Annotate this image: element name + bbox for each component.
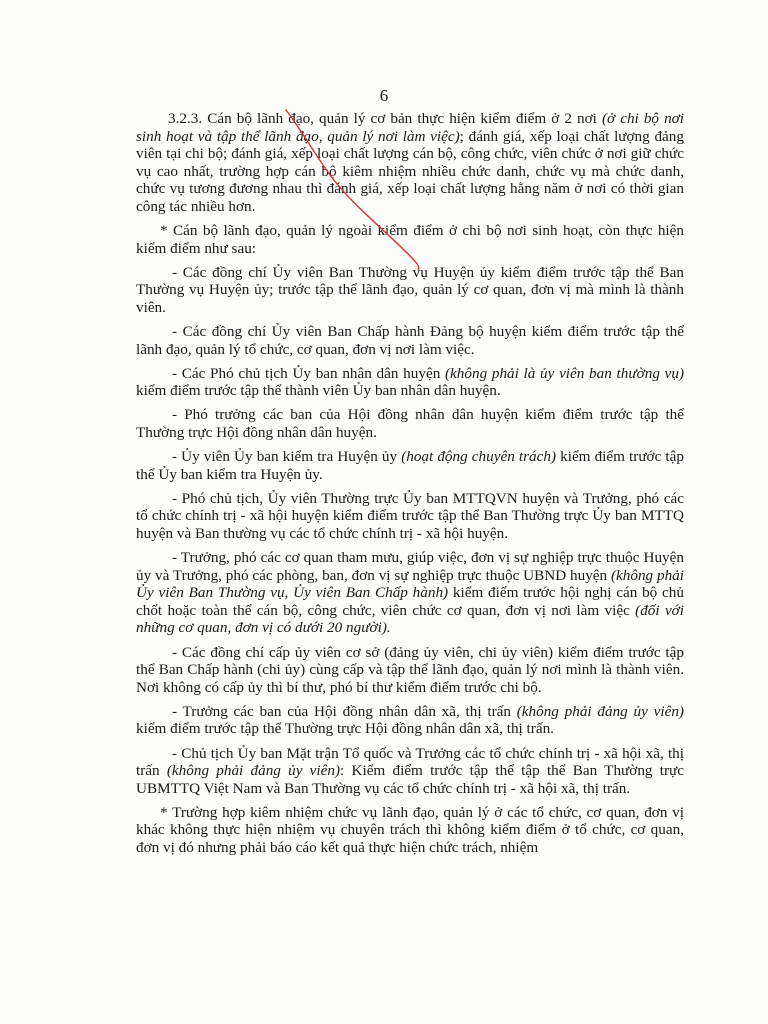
- paragraph-text: - Phó chủ tịch, Ủy viên Thường trực Ủy ban MTTQVN huyện và Trưởng, phó các tổ chức chính trị - xã hội huyện kiểm điểm trước tập thể Ban Thường trực Ủy ban MTTQ huyện và Ban thường vụ các tổ chức chính trị - xã hội huyện.: [136, 489, 684, 542]
- paragraph-text: - Các đồng chí Ủy viên Ban Thường vụ Huyện ủy kiểm điểm trước tập thể Ban Thường vụ Huyện ủy; trước tập thể lãnh đạo, quản lý cơ quan, đơn vị mà mình là thành viên.: [136, 263, 684, 316]
- paragraph: [136, 110, 684, 216]
- italic-text: (không phải Ủy viên Ban Thường vụ, Ủy viên Ban Chấp hành): [136, 566, 684, 602]
- paragraph: [136, 703, 684, 738]
- paragraph-text: - Ủy viên Ủy ban kiểm tra Huyện ủy: [172, 448, 402, 466]
- paragraph: [136, 365, 684, 400]
- paragraph-text: - Trưởng các ban của Hội đồng nhân dân xã, thị trấn: [172, 702, 517, 720]
- paragraph-text: - Trưởng, phó các cơ quan tham mưu, giúp việc, đơn vị sự nghiệp trực thuộc Huyện ủy và Trưởng, phó các phòng, ban, đơn vị sự nghiệp trực thuộc UBND huyện: [136, 549, 684, 584]
- paragraph-text: - Phó trưởng các ban của Hội đồng nhân dân huyện kiểm điểm trước tập thể Thường trực Hội đồng nhân dân huyện.: [136, 406, 684, 441]
- paragraph: [136, 804, 684, 857]
- paragraph-text: * Cán bộ lãnh đạo, quản lý ngoài kiểm điểm ở chi bộ nơi sinh hoạt, còn thực hiện kiểm điểm như sau:: [136, 222, 684, 257]
- italic-text: (không phải đảng ủy viên): [516, 702, 684, 720]
- paragraph: [136, 264, 684, 317]
- paragraph-text: kiểm điểm trước tập thể Thường trực Hội đồng nhân dân xã, thị trấn.: [136, 720, 554, 738]
- paragraph: [136, 644, 684, 697]
- italic-text: (không phải đảng ủy viên): [166, 762, 341, 780]
- paragraph-text: : Kiểm điểm trước tập thể tập thể Ban Thường trực UBMTTQ Việt Nam và Ban Thường vụ các tổ chức chính trị - xã hội xã, thị trấn.: [136, 762, 684, 797]
- paragraph-text: - Các Phó chủ tịch Ủy ban nhân dân huyện: [172, 364, 445, 382]
- paragraph-text: kiểm điểm trước tập thể thành viên Ủy ban nhân dân huyện.: [136, 382, 501, 400]
- italic-text: (ở chi bộ nơi sinh hoạt và tập thể lãnh đạo, quản lý nơi làm việc): [136, 110, 684, 145]
- paragraph: [136, 406, 684, 441]
- paragraph: [136, 745, 684, 798]
- paragraph-text: ; đánh giá, xếp loại chất lượng đảng viên tại chi bộ; đánh giá, xếp loại chất lượng cán bộ, công chức, viên chức ở nơi giữ chức vụ cao nhất, trường hợp cán bộ kiêm nhiệm nhiều chức danh, chức vụ mà chức danh, chức vụ tương đương nhau thì đánh giá, xếp loại chất lượng hằng năm ở nơi có thời gian công tác nhiều hơn.: [136, 127, 684, 215]
- paragraph: [136, 222, 684, 257]
- paragraph-text: * Trường hợp kiêm nhiệm chức vụ lãnh đạo, quản lý ở các tổ chức, cơ quan, đơn vị khác không thực hiện nhiệm vụ chuyên trách thì không kiểm điểm ở tổ chức, cơ quan, đơn vị đó nhưng phải báo cáo kết quả thực hiện chức trách, nhiệm: [136, 803, 684, 856]
- italic-text: (không phải là ủy viên ban thường vụ): [444, 364, 685, 382]
- paragraph-text: kiểm điểm trước hội nghị cán bộ chủ chốt hoặc toàn thể cán bộ, công chức, viên chức cơ quan, đơn vị nơi làm việc: [136, 584, 684, 619]
- paragraph-text: 3.2.3. Cán bộ lãnh đạo, quản lý cơ bản thực hiện kiểm điểm ở 2 nơi: [168, 110, 602, 127]
- paragraph-text: - Chủ tịch Ủy ban Mặt trận Tổ quốc và Trưởng các tổ chức chính trị - xã hội xã, thị trấn: [136, 744, 684, 780]
- paragraph: [136, 323, 684, 358]
- italic-text: (hoạt động chuyên trách): [401, 448, 557, 466]
- paragraph: [136, 549, 684, 637]
- paragraph: [136, 490, 684, 543]
- document-body: [136, 110, 684, 863]
- paragraph-text: kiểm điểm trước tập thể Ủy ban kiểm tra Huyện ủy.: [136, 448, 684, 483]
- paragraph-text: - Các đồng chí cấp ủy viên cơ sở (đảng ủy viên, chi ủy viên) kiểm điểm trước tập thể Ban Chấp hành (chi ủy) cùng cấp và tập thể lãnh đạo, quản lý nơi mình là thành viên. Nơi không có cấp ủy thì bí thư, phó bí thư kiểm điểm trước chi bộ.: [136, 643, 684, 696]
- page-number: 6: [379, 86, 389, 105]
- paragraph: [136, 448, 684, 483]
- italic-text: (đối với những cơ quan, đơn vị có dưới 20 người).: [136, 601, 685, 637]
- paragraph-text: - Các đồng chí Ủy viên Ban Chấp hành Đảng bộ huyện kiểm điểm trước tập thể lãnh đạo, quản lý tổ chức, cơ quan, đơn vị nơi làm việc.: [136, 323, 684, 358]
